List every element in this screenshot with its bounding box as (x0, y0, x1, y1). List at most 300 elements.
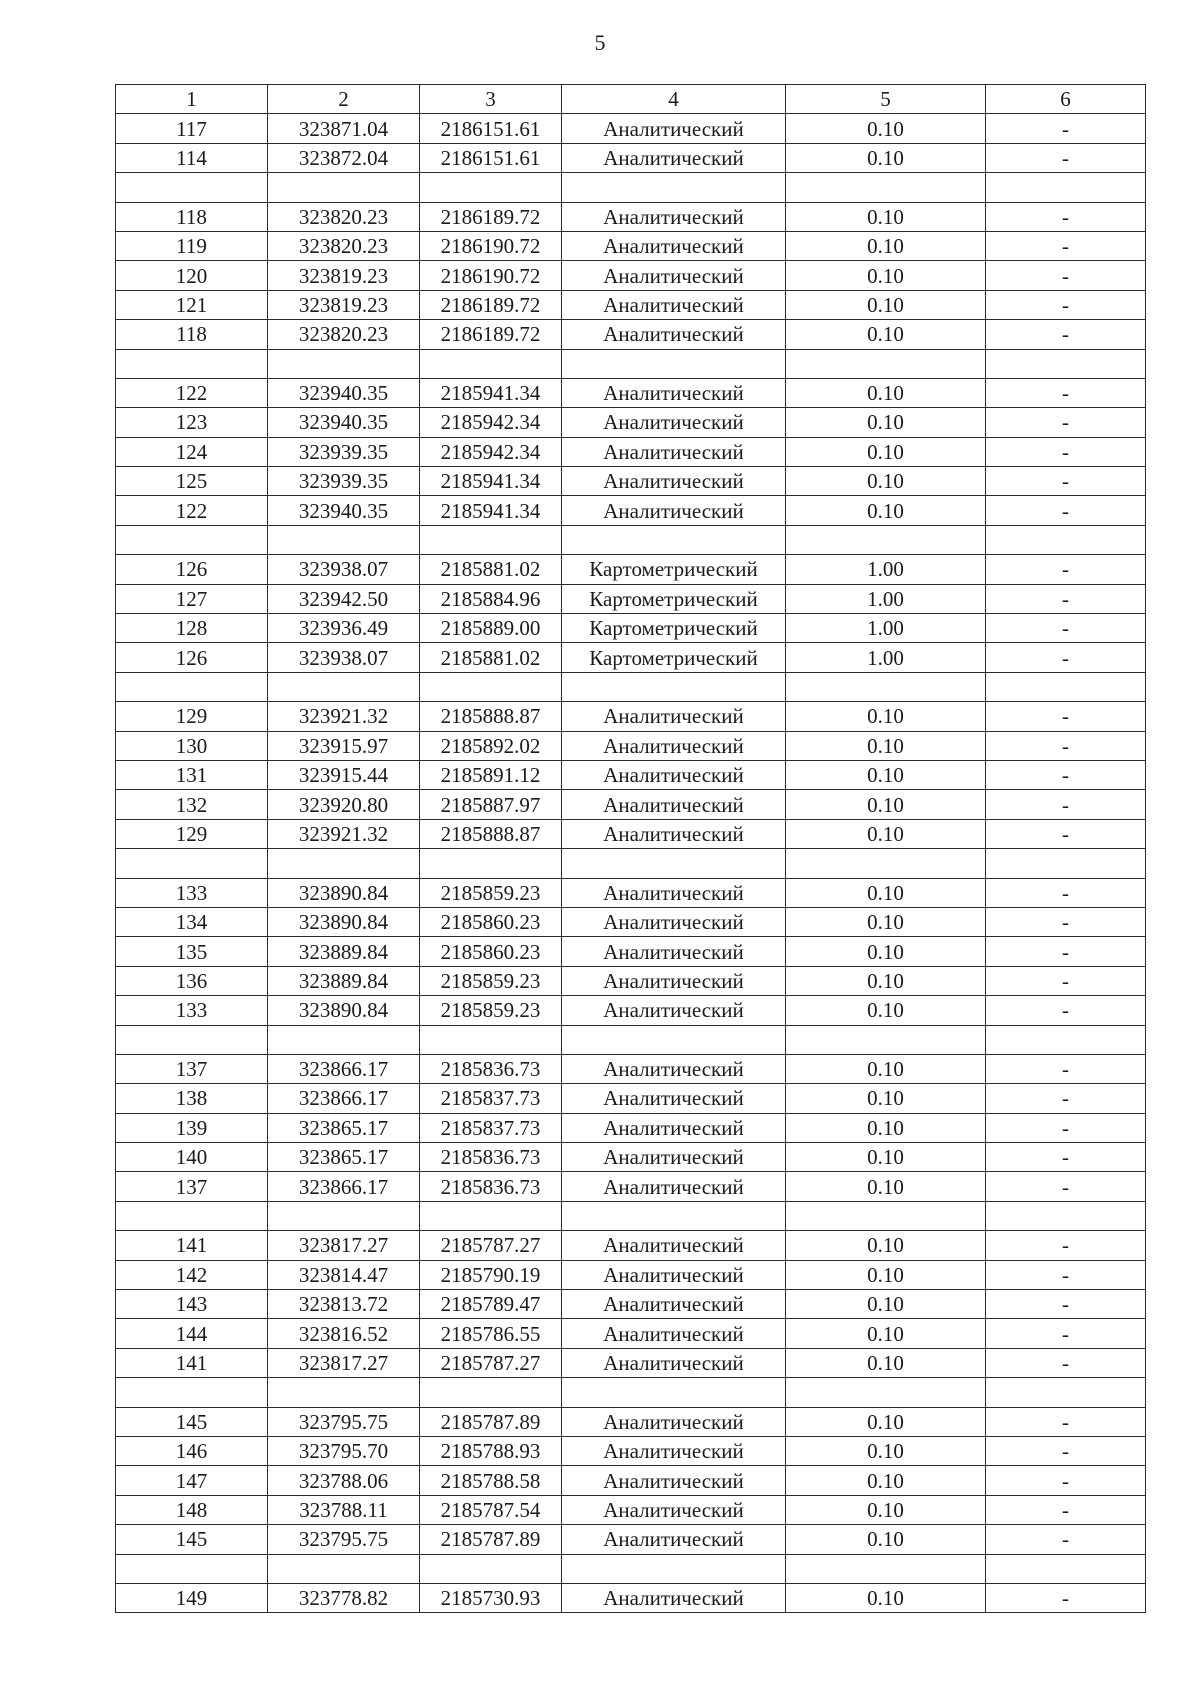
x-coordinate-cell: 323820.23 (268, 231, 420, 260)
accuracy-cell (786, 525, 986, 554)
method-cell: Аналитический (562, 378, 786, 407)
table-row (116, 1054, 1146, 1083)
x-coordinate-cell: 323890.84 (268, 996, 420, 1025)
table-row (116, 760, 1146, 789)
x-coordinate-cell: 323939.35 (268, 467, 420, 496)
accuracy-cell: 0.10 (786, 1260, 986, 1289)
x-coordinate-cell: 323819.23 (268, 290, 420, 319)
x-coordinate-cell (268, 1378, 420, 1407)
x-coordinate-cell: 323865.17 (268, 1113, 420, 1142)
point-number-cell (116, 1554, 268, 1583)
method-cell (562, 349, 786, 378)
note-cell: - (986, 1583, 1146, 1612)
table-row (116, 1583, 1146, 1612)
method-cell: Картометрический (562, 584, 786, 613)
note-cell: - (986, 1436, 1146, 1465)
x-coordinate-cell (268, 1201, 420, 1230)
accuracy-cell: 0.10 (786, 143, 986, 172)
point-number-cell: 147 (116, 1466, 268, 1495)
method-cell: Аналитический (562, 1436, 786, 1465)
table-body (116, 114, 1146, 1613)
y-coordinate-cell: 2185887.97 (420, 790, 562, 819)
y-coordinate-cell: 2185836.73 (420, 1054, 562, 1083)
x-coordinate-cell: 323817.27 (268, 1348, 420, 1377)
y-coordinate-cell: 2186189.72 (420, 320, 562, 349)
x-coordinate-cell: 323890.84 (268, 878, 420, 907)
x-coordinate-cell: 323889.84 (268, 966, 420, 995)
y-coordinate-cell (420, 1201, 562, 1230)
table-row (116, 907, 1146, 936)
accuracy-cell (786, 349, 986, 378)
note-cell: - (986, 1231, 1146, 1260)
note-cell: - (986, 1260, 1146, 1289)
y-coordinate-cell: 2185787.27 (420, 1231, 562, 1260)
page-number: 5 (594, 30, 606, 55)
x-coordinate-cell: 323819.23 (268, 261, 420, 290)
point-number-cell (116, 1025, 268, 1054)
x-coordinate-cell: 323866.17 (268, 1084, 420, 1113)
y-coordinate-cell: 2185859.23 (420, 996, 562, 1025)
method-cell (562, 849, 786, 878)
method-cell: Аналитический (562, 937, 786, 966)
point-number-cell: 137 (116, 1054, 268, 1083)
accuracy-cell: 0.10 (786, 1172, 986, 1201)
table-row (116, 1290, 1146, 1319)
x-coordinate-cell: 323813.72 (268, 1290, 420, 1319)
note-cell: - (986, 114, 1146, 143)
note-cell: - (986, 1348, 1146, 1377)
table-header (116, 85, 1146, 114)
table-row-separator (116, 672, 1146, 701)
method-cell: Аналитический (562, 437, 786, 466)
table-row (116, 1084, 1146, 1113)
y-coordinate-cell: 2186190.72 (420, 231, 562, 260)
y-coordinate-cell: 2185941.34 (420, 496, 562, 525)
point-number-cell (116, 1201, 268, 1230)
table-row (116, 1260, 1146, 1289)
method-cell: Картометрический (562, 614, 786, 643)
table-row (116, 731, 1146, 760)
point-number-cell: 148 (116, 1495, 268, 1524)
table-row (116, 1319, 1146, 1348)
accuracy-cell (786, 1554, 986, 1583)
x-coordinate-cell: 323795.75 (268, 1525, 420, 1554)
y-coordinate-cell: 2185881.02 (420, 643, 562, 672)
point-number-cell: 118 (116, 320, 268, 349)
point-number-cell: 139 (116, 1113, 268, 1142)
x-coordinate-cell: 323915.44 (268, 760, 420, 789)
table-row (116, 1525, 1146, 1554)
x-coordinate-cell: 323936.49 (268, 614, 420, 643)
accuracy-cell: 0.10 (786, 231, 986, 260)
x-coordinate-cell (268, 349, 420, 378)
note-cell: - (986, 966, 1146, 995)
note-cell (986, 672, 1146, 701)
y-coordinate-cell: 2185884.96 (420, 584, 562, 613)
table-row (116, 114, 1146, 143)
column-header-2: 2 (268, 85, 420, 114)
accuracy-cell: 0.10 (786, 1436, 986, 1465)
note-cell: - (986, 907, 1146, 936)
point-number-cell (116, 1378, 268, 1407)
y-coordinate-cell: 2185881.02 (420, 555, 562, 584)
x-coordinate-cell: 323890.84 (268, 907, 420, 936)
y-coordinate-cell: 2186151.61 (420, 114, 562, 143)
note-cell: - (986, 467, 1146, 496)
y-coordinate-cell: 2185859.23 (420, 878, 562, 907)
table-row (116, 819, 1146, 848)
method-cell: Картометрический (562, 555, 786, 584)
note-cell: - (986, 702, 1146, 731)
method-cell: Аналитический (562, 143, 786, 172)
note-cell (986, 349, 1146, 378)
accuracy-cell: 0.10 (786, 437, 986, 466)
note-cell: - (986, 261, 1146, 290)
accuracy-cell: 1.00 (786, 614, 986, 643)
method-cell: Аналитический (562, 996, 786, 1025)
method-cell: Аналитический (562, 1583, 786, 1612)
method-cell: Аналитический (562, 1495, 786, 1524)
accuracy-cell (786, 1378, 986, 1407)
accuracy-cell: 0.10 (786, 202, 986, 231)
y-coordinate-cell: 2185790.19 (420, 1260, 562, 1289)
x-coordinate-cell: 323820.23 (268, 202, 420, 231)
point-number-cell: 132 (116, 790, 268, 819)
table-row (116, 1407, 1146, 1436)
accuracy-cell: 0.10 (786, 937, 986, 966)
y-coordinate-cell: 2185889.00 (420, 614, 562, 643)
x-coordinate-cell (268, 525, 420, 554)
y-coordinate-cell: 2185837.73 (420, 1113, 562, 1142)
note-cell: - (986, 437, 1146, 466)
y-coordinate-cell: 2185788.93 (420, 1436, 562, 1465)
accuracy-cell: 0.10 (786, 320, 986, 349)
point-number-cell (116, 349, 268, 378)
y-coordinate-cell: 2185836.73 (420, 1143, 562, 1172)
method-cell: Аналитический (562, 261, 786, 290)
note-cell: - (986, 496, 1146, 525)
point-number-cell: 142 (116, 1260, 268, 1289)
accuracy-cell: 1.00 (786, 643, 986, 672)
point-number-cell (116, 525, 268, 554)
x-coordinate-cell (268, 849, 420, 878)
y-coordinate-cell (420, 849, 562, 878)
x-coordinate-cell: 323795.75 (268, 1407, 420, 1436)
point-number-cell: 118 (116, 202, 268, 231)
accuracy-cell: 0.10 (786, 1113, 986, 1142)
point-number-cell: 129 (116, 702, 268, 731)
x-coordinate-cell: 323920.80 (268, 790, 420, 819)
point-number-cell: 119 (116, 231, 268, 260)
point-number-cell: 140 (116, 1143, 268, 1172)
table-row (116, 790, 1146, 819)
accuracy-cell (786, 1025, 986, 1054)
x-coordinate-cell: 323940.35 (268, 408, 420, 437)
method-cell: Аналитический (562, 1172, 786, 1201)
note-cell: - (986, 614, 1146, 643)
note-cell: - (986, 1407, 1146, 1436)
y-coordinate-cell: 2186189.72 (420, 202, 562, 231)
table-row (116, 878, 1146, 907)
accuracy-cell: 0.10 (786, 1407, 986, 1436)
method-cell: Аналитический (562, 320, 786, 349)
method-cell: Аналитический (562, 290, 786, 319)
y-coordinate-cell: 2185888.87 (420, 702, 562, 731)
method-cell: Аналитический (562, 202, 786, 231)
method-cell: Аналитический (562, 878, 786, 907)
x-coordinate-cell: 323872.04 (268, 143, 420, 172)
method-cell (562, 1201, 786, 1230)
y-coordinate-cell (420, 672, 562, 701)
table-row (116, 467, 1146, 496)
method-cell (562, 1025, 786, 1054)
y-coordinate-cell: 2185942.34 (420, 408, 562, 437)
point-number-cell: 136 (116, 966, 268, 995)
table-row (116, 261, 1146, 290)
accuracy-cell: 0.10 (786, 1583, 986, 1612)
method-cell: Аналитический (562, 1525, 786, 1554)
accuracy-cell: 0.10 (786, 966, 986, 995)
x-coordinate-cell: 323788.11 (268, 1495, 420, 1524)
note-cell: - (986, 231, 1146, 260)
point-number-cell: 120 (116, 261, 268, 290)
y-coordinate-cell (420, 1554, 562, 1583)
method-cell: Аналитический (562, 1231, 786, 1260)
note-cell: - (986, 1143, 1146, 1172)
y-coordinate-cell: 2185789.47 (420, 1290, 562, 1319)
point-number-cell: 126 (116, 643, 268, 672)
method-cell (562, 1378, 786, 1407)
point-number-cell: 133 (116, 996, 268, 1025)
note-cell: - (986, 760, 1146, 789)
method-cell: Аналитический (562, 760, 786, 789)
note-cell: - (986, 202, 1146, 231)
accuracy-cell (786, 173, 986, 202)
table-row (116, 966, 1146, 995)
table-row-separator (116, 1554, 1146, 1583)
method-cell: Аналитический (562, 1143, 786, 1172)
y-coordinate-cell: 2185787.89 (420, 1525, 562, 1554)
note-cell: - (986, 819, 1146, 848)
accuracy-cell: 1.00 (786, 555, 986, 584)
x-coordinate-cell: 323938.07 (268, 643, 420, 672)
table-row-separator (116, 173, 1146, 202)
point-number-cell: 122 (116, 378, 268, 407)
point-number-cell: 125 (116, 467, 268, 496)
note-cell: - (986, 1172, 1146, 1201)
note-cell: - (986, 1290, 1146, 1319)
coordinates-table (115, 84, 1146, 1613)
header-row (116, 85, 1146, 114)
accuracy-cell: 1.00 (786, 584, 986, 613)
method-cell: Аналитический (562, 731, 786, 760)
accuracy-cell: 0.10 (786, 496, 986, 525)
x-coordinate-cell (268, 1025, 420, 1054)
point-number-cell: 123 (116, 408, 268, 437)
x-coordinate-cell (268, 1554, 420, 1583)
note-cell (986, 1554, 1146, 1583)
table-row (116, 1231, 1146, 1260)
accuracy-cell: 0.10 (786, 378, 986, 407)
x-coordinate-cell: 323778.82 (268, 1583, 420, 1612)
point-number-cell: 149 (116, 1583, 268, 1612)
y-coordinate-cell: 2186151.61 (420, 143, 562, 172)
point-number-cell (116, 672, 268, 701)
x-coordinate-cell: 323788.06 (268, 1466, 420, 1495)
x-coordinate-cell: 323866.17 (268, 1054, 420, 1083)
table-row (116, 320, 1146, 349)
accuracy-cell: 0.10 (786, 731, 986, 760)
table-row (116, 1348, 1146, 1377)
accuracy-cell: 0.10 (786, 1054, 986, 1083)
accuracy-cell: 0.10 (786, 702, 986, 731)
y-coordinate-cell: 2185941.34 (420, 378, 562, 407)
note-cell: - (986, 731, 1146, 760)
point-number-cell: 146 (116, 1436, 268, 1465)
table-row (116, 496, 1146, 525)
y-coordinate-cell (420, 173, 562, 202)
method-cell: Аналитический (562, 1290, 786, 1319)
y-coordinate-cell: 2185837.73 (420, 1084, 562, 1113)
x-coordinate-cell: 323866.17 (268, 1172, 420, 1201)
table-row-separator (116, 1201, 1146, 1230)
method-cell: Картометрический (562, 643, 786, 672)
point-number-cell: 144 (116, 1319, 268, 1348)
method-cell (562, 1554, 786, 1583)
table-row (116, 996, 1146, 1025)
y-coordinate-cell (420, 349, 562, 378)
point-number-cell: 131 (116, 760, 268, 789)
table-row (116, 202, 1146, 231)
accuracy-cell: 0.10 (786, 1231, 986, 1260)
point-number-cell: 143 (116, 1290, 268, 1319)
y-coordinate-cell: 2185888.87 (420, 819, 562, 848)
table-row (116, 143, 1146, 172)
table-row (116, 231, 1146, 260)
method-cell: Аналитический (562, 1348, 786, 1377)
note-cell: - (986, 555, 1146, 584)
y-coordinate-cell (420, 525, 562, 554)
point-number-cell: 145 (116, 1407, 268, 1436)
point-number-cell: 145 (116, 1525, 268, 1554)
column-header-5: 5 (786, 85, 986, 114)
accuracy-cell: 0.10 (786, 1348, 986, 1377)
accuracy-cell: 0.10 (786, 996, 986, 1025)
point-number-cell: 135 (116, 937, 268, 966)
table-row (116, 702, 1146, 731)
table-row (116, 555, 1146, 584)
accuracy-cell: 0.10 (786, 114, 986, 143)
table-row (116, 437, 1146, 466)
table-row-separator (116, 349, 1146, 378)
note-cell: - (986, 320, 1146, 349)
method-cell (562, 525, 786, 554)
x-coordinate-cell: 323939.35 (268, 437, 420, 466)
x-coordinate-cell: 323938.07 (268, 555, 420, 584)
y-coordinate-cell: 2185787.27 (420, 1348, 562, 1377)
table-row (116, 1113, 1146, 1142)
point-number-cell: 134 (116, 907, 268, 936)
note-cell: - (986, 790, 1146, 819)
note-cell (986, 1201, 1146, 1230)
y-coordinate-cell (420, 1378, 562, 1407)
method-cell: Аналитический (562, 702, 786, 731)
note-cell: - (986, 290, 1146, 319)
note-cell: - (986, 378, 1146, 407)
method-cell: Аналитический (562, 1466, 786, 1495)
table-row-separator (116, 525, 1146, 554)
note-cell: - (986, 878, 1146, 907)
x-coordinate-cell: 323921.32 (268, 819, 420, 848)
table-row-separator (116, 849, 1146, 878)
method-cell: Аналитический (562, 790, 786, 819)
accuracy-cell: 0.10 (786, 1525, 986, 1554)
point-number-cell: 122 (116, 496, 268, 525)
table-row (116, 1466, 1146, 1495)
x-coordinate-cell: 323814.47 (268, 1260, 420, 1289)
point-number-cell: 137 (116, 1172, 268, 1201)
table-row (116, 1495, 1146, 1524)
point-number-cell: 129 (116, 819, 268, 848)
y-coordinate-cell: 2185941.34 (420, 467, 562, 496)
method-cell: Аналитический (562, 1113, 786, 1142)
method-cell: Аналитический (562, 114, 786, 143)
note-cell: - (986, 408, 1146, 437)
table-row (116, 1436, 1146, 1465)
accuracy-cell: 0.10 (786, 1290, 986, 1319)
column-header-1: 1 (116, 85, 268, 114)
table-row-separator (116, 1378, 1146, 1407)
point-number-cell: 124 (116, 437, 268, 466)
method-cell: Аналитический (562, 819, 786, 848)
note-cell: - (986, 996, 1146, 1025)
method-cell: Аналитический (562, 1054, 786, 1083)
y-coordinate-cell: 2185788.58 (420, 1466, 562, 1495)
method-cell: Аналитический (562, 907, 786, 936)
x-coordinate-cell: 323942.50 (268, 584, 420, 613)
method-cell: Аналитический (562, 467, 786, 496)
table-row-separator (116, 1025, 1146, 1054)
table-row (116, 408, 1146, 437)
note-cell: - (986, 1084, 1146, 1113)
x-coordinate-cell (268, 672, 420, 701)
accuracy-cell (786, 672, 986, 701)
note-cell (986, 1025, 1146, 1054)
column-header-6: 6 (986, 85, 1146, 114)
table-row (116, 290, 1146, 319)
y-coordinate-cell: 2185786.55 (420, 1319, 562, 1348)
note-cell: - (986, 1495, 1146, 1524)
accuracy-cell: 0.10 (786, 790, 986, 819)
point-number-cell: 114 (116, 143, 268, 172)
accuracy-cell: 0.10 (786, 907, 986, 936)
table-row (116, 1143, 1146, 1172)
y-coordinate-cell: 2185787.54 (420, 1495, 562, 1524)
note-cell: - (986, 143, 1146, 172)
point-number-cell: 121 (116, 290, 268, 319)
note-cell: - (986, 643, 1146, 672)
column-header-3: 3 (420, 85, 562, 114)
y-coordinate-cell (420, 1025, 562, 1054)
point-number-cell: 117 (116, 114, 268, 143)
accuracy-cell: 0.10 (786, 1466, 986, 1495)
method-cell: Аналитический (562, 966, 786, 995)
table-row (116, 643, 1146, 672)
accuracy-cell: 0.10 (786, 1084, 986, 1113)
note-cell (986, 1378, 1146, 1407)
point-number-cell: 130 (116, 731, 268, 760)
note-cell: - (986, 1525, 1146, 1554)
